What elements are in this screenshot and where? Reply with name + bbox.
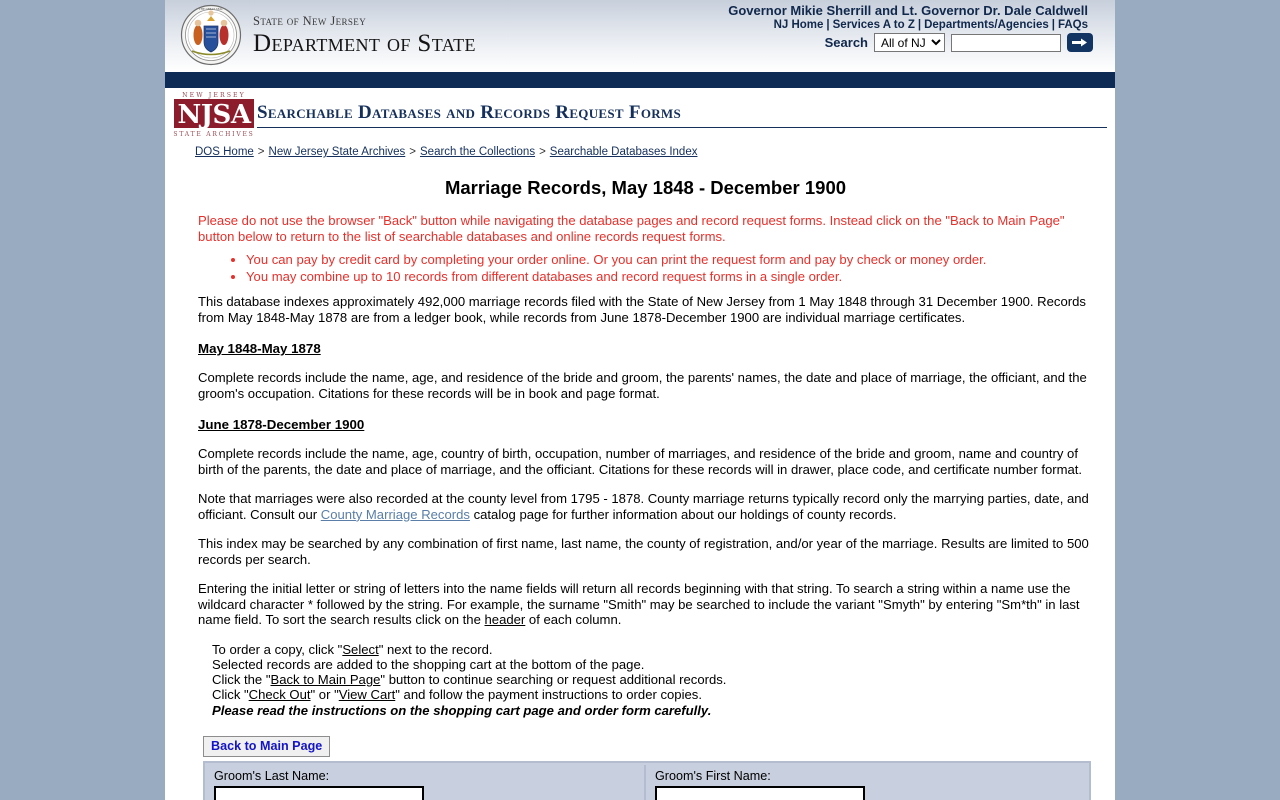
archives-title-wrap [257, 102, 1107, 128]
breadcrumb-arrow-3: > [539, 146, 546, 158]
breadcrumb-item-dos-home[interactable]: DOS Home [195, 146, 254, 158]
search-submit-button[interactable] [1067, 33, 1093, 52]
table-row [207, 765, 1087, 800]
instruction-1-a: To order a copy, click " [212, 641, 343, 657]
navy-divider-bar [165, 72, 1115, 88]
nav-sep-3: | [1051, 19, 1055, 31]
groom-first-name-label: Groom's First Name: [655, 768, 771, 783]
nj-state-seal-icon [180, 4, 242, 66]
brand-line-state: State of New Jersey [253, 14, 367, 28]
select-keyword: Select [342, 641, 379, 657]
back-to-main-page-button[interactable]: Back to Main Page [203, 736, 330, 757]
breadcrumb-item-search-collections[interactable]: Search the Collections [420, 146, 536, 158]
top-nav [774, 19, 1088, 31]
department-brand [253, 14, 476, 58]
nav-link-nj-home[interactable]: NJ Home [773, 19, 824, 31]
instruction-1-b: " next to the record. [378, 641, 493, 657]
instruction-line-5: Please read the instructions on the shopping cart page and order form carefully. [212, 702, 712, 718]
svg-text:THE GREAT SEAL: THE GREAT SEAL [198, 8, 224, 11]
page-title: Marriage Records, May 1848 - December 1900 [444, 177, 847, 198]
arrow-right-icon [1072, 37, 1088, 48]
view-cart-keyword: View Cart [338, 687, 396, 703]
instruction-4-mid: " or " [310, 687, 339, 703]
instruction-line-2: Selected records are added to the shopping cart at the bottom of the page. [212, 657, 645, 673]
content-column [165, 0, 1115, 800]
instruction-line-1 [212, 642, 1093, 657]
nav-sep-1: | [826, 19, 830, 31]
nav-link-faqs[interactable]: FAQs [1057, 19, 1088, 31]
main-body [165, 158, 1115, 800]
groom-first-name-input[interactable] [655, 786, 865, 800]
back-to-main-page-keyword: Back to Main Page [270, 672, 381, 688]
archives-title: Searchable Databases and Records Request Forms [257, 102, 1107, 128]
back-button-row [203, 736, 1093, 757]
search-label: Search [824, 35, 868, 50]
search-form-table [203, 761, 1091, 800]
breadcrumb-arrow-1: > [257, 146, 265, 158]
county-note-paragraph [198, 491, 1093, 522]
breadcrumb-arrow-2: > [409, 146, 417, 158]
logo-top-text: NEW JERSEY [182, 92, 246, 99]
breadcrumb [165, 140, 1115, 158]
list-item: • You can pay by credit card by completing your order online. Or you can print the request form and pay by check or money order. [246, 252, 1093, 268]
section-paragraph-1848: Complete records include the name, age, and residence of the bride and groom, the parents' names, the date and place of marriage, the officiant, and the groom's occupation. Citations for these records will be in book and page format. [198, 370, 1087, 401]
search-scope-note: This index may be searched by any combination of first name, last name, the county of registration, and/or year of the marriage. Results are limited to 500 records per search. [198, 536, 1089, 567]
section-heading-1878: June 1878-December 1900 [198, 417, 365, 433]
county-note-text-before: Note that marriages were also recorded at the county level from 1795 - 1878. County marriage returns typically record only the marrying parties, date, and officiant. Consult our [198, 491, 1089, 522]
logo-mid-text: NJSA [177, 100, 251, 130]
instruction-4-b: " and follow the payment instructions to order copies. [395, 687, 702, 703]
intro-paragraph: This database indexes approximately 492,000 marriage records filed with the State of New Jersey from 1 May 1848 through 31 December 1900. Records from May 1848-May 1878 are from a ledger book, while records from June 1878-December 1900 are individual marriage certificates. [198, 294, 1086, 325]
search-scope-select[interactable] [874, 33, 945, 52]
groom-last-name-cell [207, 765, 646, 800]
instruction-line-4 [212, 687, 1093, 702]
njsa-state-archives-logo-icon [173, 90, 255, 138]
global-search [825, 33, 1093, 52]
nav-link-departments[interactable]: Departments/Agencies [924, 19, 1049, 31]
instruction-line-3 [212, 672, 1093, 687]
section-paragraph-1878: Complete records include the name, age, country of birth, occupation, number of marriages, and residence of the bride and groom, name and country of birth of the parents, the date and place of marriage, and the officiant. Citations for these records will in drawer, place code, and certificate number format. [198, 446, 1083, 477]
governor-line: Governor Mikie Sherrill and Lt. Governor Dr. Dale Caldwell [728, 3, 1088, 18]
groom-first-name-cell [648, 765, 1087, 800]
search-input[interactable] [951, 34, 1061, 52]
county-marriage-records-link[interactable]: County Marriage Records [320, 506, 470, 522]
ordering-instructions [212, 642, 1093, 718]
instruction-4-a: Click " [212, 687, 249, 703]
state-header [165, 0, 1115, 72]
archives-banner [165, 88, 1115, 140]
wildcard-note-header-word: header [484, 612, 526, 628]
list-item: • You may combine up to 10 records from different databases and record request forms in a single order. [246, 269, 1093, 285]
instruction-3-a: Click the " [212, 672, 271, 688]
logo-bottom-text: STATE ARCHIVES [173, 131, 255, 138]
brand-line-department: Department of State [253, 30, 476, 57]
wildcard-note [198, 581, 1093, 628]
groom-last-name-label: Groom's Last Name: [214, 768, 330, 783]
wildcard-note-text-b: of each column. [525, 612, 622, 628]
wildcard-note-text-a: Entering the initial letter or string of letters into the name fields will return all records beginning with that string. To search a string within a name use the wildcard character * followed by the string. For example, the surname "Smith" may be searched to include the variant "Smyth" by entering "Sm*th" in last name field. To sort the search results click on the [198, 581, 1080, 628]
instruction-3-b: " button to continue searching or request additional records. [380, 672, 727, 688]
groom-last-name-input[interactable] [214, 786, 424, 800]
section-heading-1848: May 1848-May 1878 [198, 341, 321, 357]
breadcrumb-item-state-archives[interactable]: New Jersey State Archives [268, 146, 406, 158]
check-out-keyword: Check Out [248, 687, 311, 703]
nav-sep-2: | [917, 19, 922, 31]
county-note-text-after: catalog page for further information about our holdings of county records. [469, 506, 897, 522]
breadcrumb-item-databases-index[interactable]: Searchable Databases Index [549, 146, 698, 158]
nav-link-services[interactable]: Services A to Z [832, 19, 915, 31]
back-button-warning: Please do not use the browser "Back" button while navigating the database pages and record request forms. Instead click on the "Back to Main Page" button below to return to the list of searchable databases and online records request forms. [198, 213, 1065, 244]
payment-notes-list [198, 252, 1093, 284]
